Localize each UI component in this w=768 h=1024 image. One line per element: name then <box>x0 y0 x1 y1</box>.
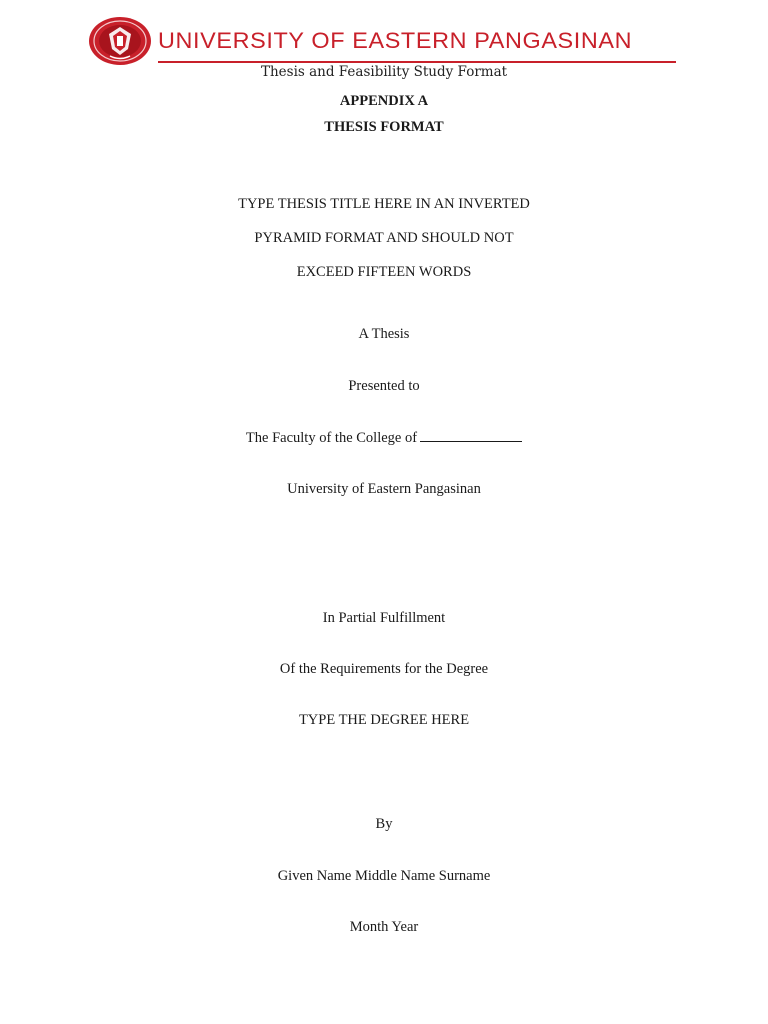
a-thesis-text: A Thesis <box>358 326 410 342</box>
thesis-title-line-2: PYRAMID FORMAT AND SHOULD NOT <box>254 230 514 246</box>
university-seal-icon <box>88 16 152 66</box>
format-heading: THESIS FORMAT <box>324 119 444 135</box>
faculty-line <box>0 429 768 447</box>
faculty-text: The Faculty of the College of <box>245 430 418 446</box>
document-subtitle: Thesis and Feasibility Study Format <box>260 64 508 80</box>
college-blank <box>420 429 522 442</box>
presented-to-text: Presented to <box>348 378 420 394</box>
month-year-text: Month Year <box>349 919 419 935</box>
header-rule <box>158 61 676 63</box>
requirements-text: Of the Requirements for the Degree <box>279 661 489 677</box>
thesis-title-line-3: EXCEED FIFTEEN WORDS <box>296 264 472 280</box>
partial-fulfillment-text: In Partial Fulfillment <box>322 610 446 626</box>
by-text: By <box>375 816 393 832</box>
university-text: University of Eastern Pangasinan <box>287 481 481 497</box>
thesis-title-line-1: TYPE THESIS TITLE HERE IN AN INVERTED <box>238 196 530 212</box>
author-name-text: Given Name Middle Name Surname <box>277 868 491 884</box>
university-name: UNIVERSITY OF EASTERN PANGASINAN <box>158 28 633 53</box>
university-header <box>88 16 680 70</box>
degree-text: TYPE THE DEGREE HERE <box>298 712 470 728</box>
appendix-heading: APPENDIX A <box>339 93 429 109</box>
